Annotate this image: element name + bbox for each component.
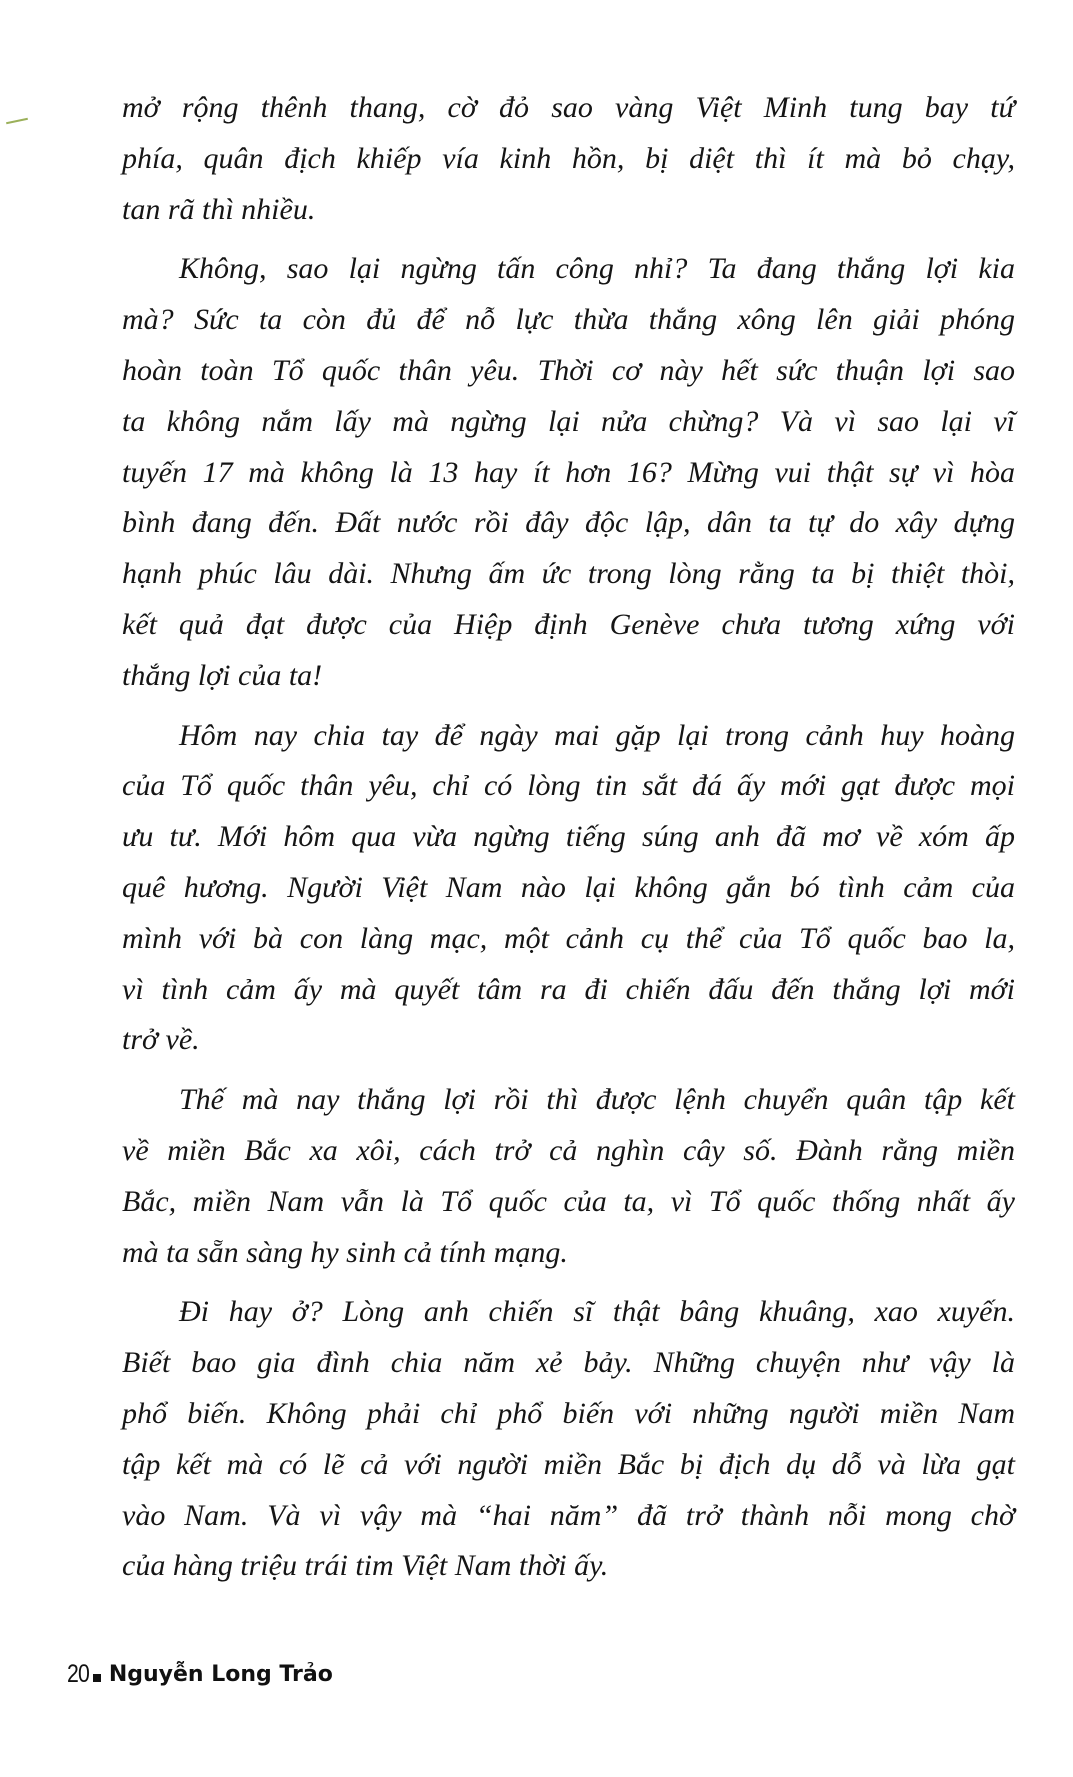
text-line: vào Nam. Và vì vậy mà “hai năm” đã trở thành nỗi mong chờ [122,1498,1015,1532]
text-line: mình với bà con làng mạc, một cảnh cụ thể của Tổ quốc bao la, [122,921,1015,955]
text-line: kết quả đạt được của Hiệp định Genève chưa tương xứng với [122,607,1015,641]
text-line: phía, quân địch khiếp vía kinh hồn, bị diệt thì ít mà bỏ chạy, [122,141,1015,175]
paragraph [122,83,1015,235]
text-line: hạnh phúc lâu dài. Nhưng ấm ức trong lòng rằng ta bị thiệt thòi, [122,557,1015,591]
paragraph [122,711,1015,1067]
text-line: bình đang đến. Đất nước rồi đây độc lập, dân ta tự do xây dựng [122,506,1015,540]
text-line: tan rã thì nhiều. [122,192,316,226]
text-line: mà ta sẵn sàng hy sinh cả tính mạng. [122,1235,568,1269]
separator-square-icon [93,1674,101,1682]
text-line: quê hương. Người Việt Nam nào lại không gắn bó tình cảm của [122,870,1015,904]
scan-mark [6,118,28,125]
text-line: Hôm nay chia tay để ngày mai gặp lại trong cảnh huy hoàng [179,718,1015,752]
text-line: phổ biến. Không phải chỉ phổ biến với những người miền Nam [122,1396,1015,1430]
text-line: về miền Bắc xa xôi, cách trở cả nghìn cây số. Đành rằng miền [122,1133,1015,1167]
text-line: ưu tư. Mới hôm qua vừa ngừng tiếng súng anh đã mơ về xóm ấp [122,820,1015,854]
paragraph [122,244,1015,701]
text-line: của hàng triệu trái tim Việt Nam thời ấy. [122,1549,609,1583]
text-line: vì tình cảm ấy mà quyết tâm ra đi chiến đấu đến thắng lợi mới [122,972,1015,1006]
text-line: Biết bao gia đình chia năm xẻ bảy. Những chuyện như vậy là [122,1346,1015,1380]
text-line: ta không nắm lấy mà ngừng lại nửa chừng? Và vì sao lại vĩ [122,404,1015,438]
text-line: hoàn toàn Tổ quốc thân yêu. Thời cơ này hết sức thuận lợi sao [122,353,1015,387]
text-line: của Tổ quốc thân yêu, chỉ có lòng tin sắt đá ấy mới gạt được mọi [122,769,1015,803]
paragraph [122,1287,1015,1592]
page-number: 20 [67,1660,89,1688]
text-line: Đi hay ở? Lòng anh chiến sĩ thật bâng khuâng, xao xuyến. [179,1295,1015,1329]
text-line: tập kết mà có lẽ cả với người miền Bắc bị địch dụ dỗ và lừa gạt [122,1447,1015,1481]
text-line: thắng lợi của ta! [122,658,323,692]
text-line: Không, sao lại ngừng tấn công nhỉ? Ta đang thắng lợi kia [179,252,1015,286]
text-line: mà? Sức ta còn đủ để nỗ lực thừa thắng xông lên giải phóng [122,303,1015,337]
text-line: Thế mà nay thắng lợi rồi thì được lệnh chuyển quân tập kết [179,1083,1015,1117]
body-text [122,83,1015,1601]
paragraph [122,1075,1015,1278]
author-name: Nguyễn Long Trảo [108,1662,333,1687]
text-line: mở rộng thênh thang, cờ đỏ sao vàng Việt Minh tung bay tứ [122,91,1015,124]
text-line: Bắc, miền Nam vẫn là Tổ quốc của ta, vì Tổ quốc thống nhất ấy [122,1184,1015,1218]
text-line: tuyến 17 mà không là 13 hay ít hơn 16? Mừng vui thật sự vì hòa [122,455,1015,489]
text-line: trở về. [122,1023,200,1057]
page-footer [67,1660,333,1689]
